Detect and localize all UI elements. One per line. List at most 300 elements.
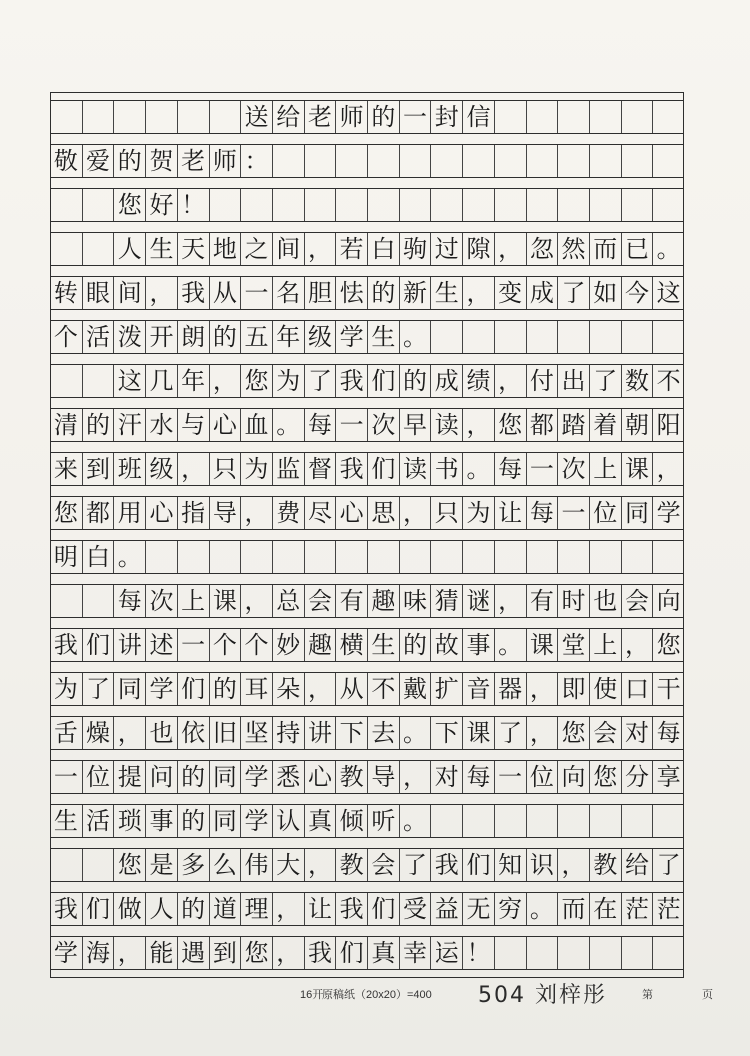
grid-cell: 老 (304, 101, 336, 133)
grid-cell: 学 (240, 761, 272, 793)
grid-cell: 次 (145, 585, 177, 617)
grid-cell: 早 (399, 409, 431, 441)
grid-cell: 们 (462, 849, 494, 881)
grid-cell (526, 189, 558, 221)
grid-cell: 几 (145, 365, 177, 397)
grid-cell: 一 (335, 409, 367, 441)
grid-cell: 为 (462, 497, 494, 529)
grid-cell: 之 (240, 233, 272, 265)
grid-cell: 学 (652, 497, 684, 529)
grid-cell: 我 (177, 277, 209, 309)
grid-cell: 学 (240, 805, 272, 837)
grid-cell: 的 (367, 277, 399, 309)
grid-cell: 转 (53, 279, 78, 307)
grid-cell: ， (494, 365, 526, 397)
grid-cell (177, 541, 209, 573)
grid-cell: 对 (621, 717, 653, 749)
grid-cell (526, 805, 558, 837)
grid-cell: 们 (367, 453, 399, 485)
grid-cell: 次 (367, 409, 399, 441)
grid-cell (304, 541, 336, 573)
grid-cell: ， (652, 453, 684, 485)
grid-cell: 朗 (177, 321, 209, 353)
grid-cell: 您 (240, 937, 272, 969)
grid-cell: 位 (589, 497, 621, 529)
grid-cell: 一 (526, 453, 558, 485)
grid-cell: 干 (652, 673, 684, 705)
grid-cell (335, 541, 367, 573)
grid-cell: 燥 (82, 717, 114, 749)
grid-cell: 过 (430, 233, 462, 265)
grid-cell: 的 (177, 893, 209, 925)
grid-cell (652, 145, 684, 177)
grid-cell: 了 (399, 849, 431, 881)
grid-cell (494, 805, 526, 837)
grid-cell: 数 (621, 365, 653, 397)
grid-cell: ， (462, 409, 494, 441)
grid-cell: 们 (177, 673, 209, 705)
footer-paper-size: 16开 (300, 989, 324, 1001)
grid-cell: 我 (430, 849, 462, 881)
grid-cell: 一 (557, 497, 589, 529)
grid-cell: 述 (145, 629, 177, 661)
grid-cell (430, 541, 462, 573)
grid-cell (145, 541, 177, 573)
grid-cell: 的 (399, 365, 431, 397)
grid-cell: 不 (652, 365, 684, 397)
grid-cell: 绩 (462, 365, 494, 397)
grid-cell (462, 145, 494, 177)
grid-cell (430, 805, 462, 837)
footer-paper-spec: 原稿纸（20x20）=400 (322, 989, 432, 1001)
grid-cell: 。 (462, 453, 494, 485)
grid-cell (462, 189, 494, 221)
grid-cell: 指 (177, 497, 209, 529)
grid-cell: 每 (113, 585, 145, 617)
grid-cell: 您 (589, 761, 621, 793)
grid-cell (589, 805, 621, 837)
grid-cell: ！ (177, 189, 209, 221)
grid-cell: 有 (526, 585, 558, 617)
grid-cell: 的 (82, 409, 114, 441)
grid-cell: ， (304, 673, 336, 705)
grid-cell: 耳 (240, 673, 272, 705)
grid-cell: 的 (113, 145, 145, 177)
grid-cell (50, 189, 82, 221)
grid-cell (652, 541, 684, 573)
grid-cell: 阳 (652, 409, 684, 441)
grid-cell: 心 (145, 497, 177, 529)
grid-cell (621, 805, 653, 837)
grid-cell (589, 101, 621, 133)
grid-cell (652, 101, 684, 133)
grid-cell: 思 (367, 497, 399, 529)
grid-cell (304, 145, 336, 177)
grid-cell: 个 (240, 629, 272, 661)
grid-cell: 今 (621, 277, 653, 309)
grid-cell: 课 (526, 629, 558, 661)
grid-cell: ， (177, 453, 209, 485)
grid-cell: ， (399, 497, 431, 529)
grid-cell (557, 145, 589, 177)
grid-cell: 。 (652, 233, 684, 265)
grid-cell: 益 (430, 893, 462, 925)
grid-cell (367, 541, 399, 573)
grid-cell: 生 (430, 277, 462, 309)
grid-cell: 下 (335, 717, 367, 749)
grid-cell: 无 (462, 893, 494, 925)
grid-cell: 而 (589, 233, 621, 265)
grid-cell: 使 (589, 673, 621, 705)
grid-cell: 扩 (430, 673, 462, 705)
grid-cell: 对 (430, 761, 462, 793)
letter-line (50, 276, 684, 310)
grid-cell: 一 (177, 629, 209, 661)
grid-cell (557, 189, 589, 221)
grid-cell (621, 321, 653, 353)
grid-cell: ， (526, 673, 558, 705)
grid-cell: 有 (335, 585, 367, 617)
grid-cell: 我 (53, 631, 78, 659)
grid-cell: 受 (399, 893, 431, 925)
grid-cell: 敬 (53, 147, 78, 175)
grid-cell: 心 (209, 409, 241, 441)
grid-cell: 谜 (462, 585, 494, 617)
grid-cell: 真 (304, 805, 336, 837)
grid-cell (335, 189, 367, 221)
grid-cell (589, 321, 621, 353)
grid-cell (335, 145, 367, 177)
grid-cell (272, 189, 304, 221)
grid-cell: 总 (272, 585, 304, 617)
letter-line (50, 716, 684, 750)
grid-cell: 让 (304, 893, 336, 925)
grid-cell: 的 (209, 321, 241, 353)
grid-cell (304, 189, 336, 221)
grid-cell: 横 (335, 629, 367, 661)
grid-cell: 理 (240, 893, 272, 925)
grid-cell (209, 189, 241, 221)
grid-cell (589, 189, 621, 221)
grid-cell (557, 541, 589, 573)
grid-cell: 间 (272, 233, 304, 265)
grid-cell: 您 (557, 717, 589, 749)
grid-cell: 位 (82, 761, 114, 793)
grid-cell: 都 (526, 409, 558, 441)
grid-cell: 一 (53, 763, 78, 791)
grid-cell (240, 189, 272, 221)
grid-cell: 已 (621, 233, 653, 265)
grid-cell: 同 (209, 805, 241, 837)
grid-cell (621, 541, 653, 573)
grid-cell: 师 (335, 101, 367, 133)
grid-cell: ， (145, 277, 177, 309)
grid-cell: 讲 (304, 717, 336, 749)
grid-cell (50, 233, 82, 265)
grid-cell (589, 541, 621, 573)
grid-cell: 位 (526, 761, 558, 793)
footer-page-suffix: 页 (702, 989, 713, 1001)
grid-cell: 然 (557, 233, 589, 265)
grid-cell (462, 541, 494, 573)
grid-cell (50, 365, 82, 397)
grid-cell (621, 189, 653, 221)
grid-cell: 封 (430, 101, 462, 133)
grid-cell: 若 (335, 233, 367, 265)
grid-cell: 到 (209, 937, 241, 969)
grid-cell: ， (113, 937, 145, 969)
grid-cell: 也 (589, 585, 621, 617)
grid-cell: 您 (113, 849, 145, 881)
grid-cell (50, 101, 82, 133)
grid-cell: 间 (113, 277, 145, 309)
grid-cell: 您 (494, 409, 526, 441)
grid-cell: 学 (145, 673, 177, 705)
grid-cell: 遇 (177, 937, 209, 969)
grid-cell: ， (494, 233, 526, 265)
letter-line (50, 760, 684, 794)
grid-cell: 着 (589, 409, 621, 441)
grid-cell (494, 937, 526, 969)
grid-cell: 为 (272, 365, 304, 397)
grid-cell: 泼 (113, 321, 145, 353)
grid-cell: 上 (589, 453, 621, 485)
grid-cell: ， (399, 761, 431, 793)
grid-cell: 送 (240, 101, 272, 133)
grid-cell: 们 (82, 629, 114, 661)
letter-line (50, 672, 684, 706)
grid-cell: ， (526, 717, 558, 749)
grid-cell: 。 (526, 893, 558, 925)
grid-cell: 一 (399, 101, 431, 133)
grid-cell: 读 (430, 409, 462, 441)
grid-cell: 这 (113, 365, 145, 397)
grid-cell (399, 145, 431, 177)
grid-cell: 师 (209, 145, 241, 177)
grid-cell: 个 (209, 629, 241, 661)
grid-cell: 年 (177, 365, 209, 397)
letter-line (50, 848, 684, 882)
grid-cell: 知 (494, 849, 526, 881)
grid-cell: 们 (335, 937, 367, 969)
grid-cell (82, 189, 114, 221)
grid-cell: 不 (367, 673, 399, 705)
grid-cell (209, 101, 241, 133)
grid-cell (557, 805, 589, 837)
grid-cell: ， (240, 497, 272, 529)
grid-cell (652, 189, 684, 221)
grid-cell (462, 805, 494, 837)
grid-cell: 故 (430, 629, 462, 661)
grid-cell: 么 (209, 849, 241, 881)
grid-cell: 好 (145, 189, 177, 221)
grid-cell: 给 (621, 849, 653, 881)
grid-cell (430, 321, 462, 353)
grid-cell (367, 145, 399, 177)
grid-cell: 做 (113, 893, 145, 925)
grid-cell: 会 (589, 717, 621, 749)
grid-cell: 隙 (462, 233, 494, 265)
grid-cell: 运 (430, 937, 462, 969)
grid-cell: 让 (494, 497, 526, 529)
grid-cell (82, 585, 114, 617)
grid-cell: 次 (557, 453, 589, 485)
grid-cell: 上 (177, 585, 209, 617)
grid-cell: 朵 (272, 673, 304, 705)
grid-cell: 您 (240, 365, 272, 397)
letter-line (50, 628, 684, 662)
grid-cell (240, 541, 272, 573)
grid-cell: 血 (240, 409, 272, 441)
grid-cell: 教 (335, 761, 367, 793)
grid-cell (652, 937, 684, 969)
grid-cell: ， (304, 849, 336, 881)
grid-cell: 而 (557, 893, 589, 925)
grid-cell: ， (494, 585, 526, 617)
grid-cell: 踏 (557, 409, 589, 441)
letter-line (50, 100, 684, 134)
grid-cell (494, 321, 526, 353)
grid-cell: 大 (272, 849, 304, 881)
grid-cell: 出 (557, 365, 589, 397)
manuscript-grid (50, 92, 684, 978)
grid-cell: 从 (335, 673, 367, 705)
grid-cell (462, 321, 494, 353)
grid-cell: 同 (209, 761, 241, 793)
grid-cell: 了 (557, 277, 589, 309)
grid-cell: 人 (113, 233, 145, 265)
grid-cell (621, 937, 653, 969)
grid-cell: 每 (526, 497, 558, 529)
grid-cell (589, 145, 621, 177)
letter-line (50, 936, 684, 970)
grid-cell (145, 101, 177, 133)
grid-cell: 一 (494, 761, 526, 793)
grid-cell: 书 (430, 453, 462, 485)
grid-cell: 爱 (82, 145, 114, 177)
grid-cell: 监 (272, 453, 304, 485)
grid-cell (272, 541, 304, 573)
grid-cell: 识 (526, 849, 558, 881)
footer-page-prefix: 第 (642, 989, 653, 1001)
grid-cell: 个 (53, 323, 78, 351)
grid-cell: 们 (367, 893, 399, 925)
letter-line (50, 232, 684, 266)
grid-cell: 事 (145, 805, 177, 837)
grid-cell: 上 (589, 629, 621, 661)
grid-cell (82, 365, 114, 397)
grid-cell: 。 (399, 717, 431, 749)
letter-line (50, 408, 684, 442)
grid-cell: 了 (589, 365, 621, 397)
letter-line (50, 364, 684, 398)
grid-cell (652, 805, 684, 837)
grid-cell: 每 (462, 761, 494, 793)
grid-cell (272, 145, 304, 177)
grid-cell: 尽 (304, 497, 336, 529)
grid-cell: 讲 (113, 629, 145, 661)
grid-cell: 学 (335, 321, 367, 353)
grid-cell: 与 (177, 409, 209, 441)
grid-cell: 名 (272, 277, 304, 309)
grid-cell: 味 (399, 585, 431, 617)
grid-cell (113, 101, 145, 133)
grid-cell: 的 (177, 761, 209, 793)
grid-cell: 的 (367, 101, 399, 133)
grid-cell (494, 145, 526, 177)
grid-cell: 如 (589, 277, 621, 309)
grid-cell: 给 (272, 101, 304, 133)
grid-cell: 茫 (652, 893, 684, 925)
grid-cell: ， (240, 585, 272, 617)
grid-cell: ， (272, 937, 304, 969)
grid-cell: 生 (367, 321, 399, 353)
grid-cell: 生 (53, 807, 78, 835)
grid-cell: 课 (462, 717, 494, 749)
grid-cell: 汗 (113, 409, 145, 441)
grid-cell: 忽 (526, 233, 558, 265)
grid-cell: 为 (53, 675, 78, 703)
grid-cell: 幸 (399, 937, 431, 969)
grid-cell: 付 (526, 365, 558, 397)
grid-cell: 了 (304, 365, 336, 397)
grid-cell: 我 (335, 453, 367, 485)
grid-cell: 的 (209, 673, 241, 705)
grid-cell: 的 (399, 629, 431, 661)
grid-cell: 贺 (145, 145, 177, 177)
grid-cell: 费 (272, 497, 304, 529)
grid-cell: 的 (177, 805, 209, 837)
grid-cell: 导 (209, 497, 241, 529)
grid-cell: 清 (53, 411, 78, 439)
grid-cell: 。 (399, 321, 431, 353)
grid-cell: 趣 (367, 585, 399, 617)
grid-cell: 穷 (494, 893, 526, 925)
letter-line (50, 188, 684, 222)
grid-cell: 这 (652, 277, 684, 309)
grid-cell: 用 (113, 497, 145, 529)
grid-cell: 您 (53, 499, 78, 527)
grid-cell: 到 (82, 453, 114, 485)
letter-line (50, 804, 684, 838)
letter-line (50, 892, 684, 926)
grid-cell: 倾 (335, 805, 367, 837)
grid-cell: 下 (430, 717, 462, 749)
grid-cell: 老 (177, 145, 209, 177)
grid-cell: 水 (145, 409, 177, 441)
grid-cell: ， (304, 233, 336, 265)
grid-cell: 导 (367, 761, 399, 793)
author-signature: 504 刘梓彤 (478, 983, 607, 1008)
grid-cell (494, 101, 526, 133)
grid-cell: 生 (367, 629, 399, 661)
grid-cell: 享 (652, 761, 684, 793)
grid-cell: 都 (82, 497, 114, 529)
grid-cell: 们 (82, 893, 114, 925)
grid-cell: 地 (209, 233, 241, 265)
grid-cell: 即 (557, 673, 589, 705)
grid-cell: 班 (113, 453, 145, 485)
grid-cell: 道 (209, 893, 241, 925)
grid-cell (82, 101, 114, 133)
letter-line (50, 144, 684, 178)
grid-cell: 去 (367, 717, 399, 749)
grid-cell: 在 (589, 893, 621, 925)
grid-cell (494, 189, 526, 221)
grid-cell (557, 101, 589, 133)
grid-cell: ！ (462, 937, 494, 969)
grid-cell: 会 (304, 585, 336, 617)
